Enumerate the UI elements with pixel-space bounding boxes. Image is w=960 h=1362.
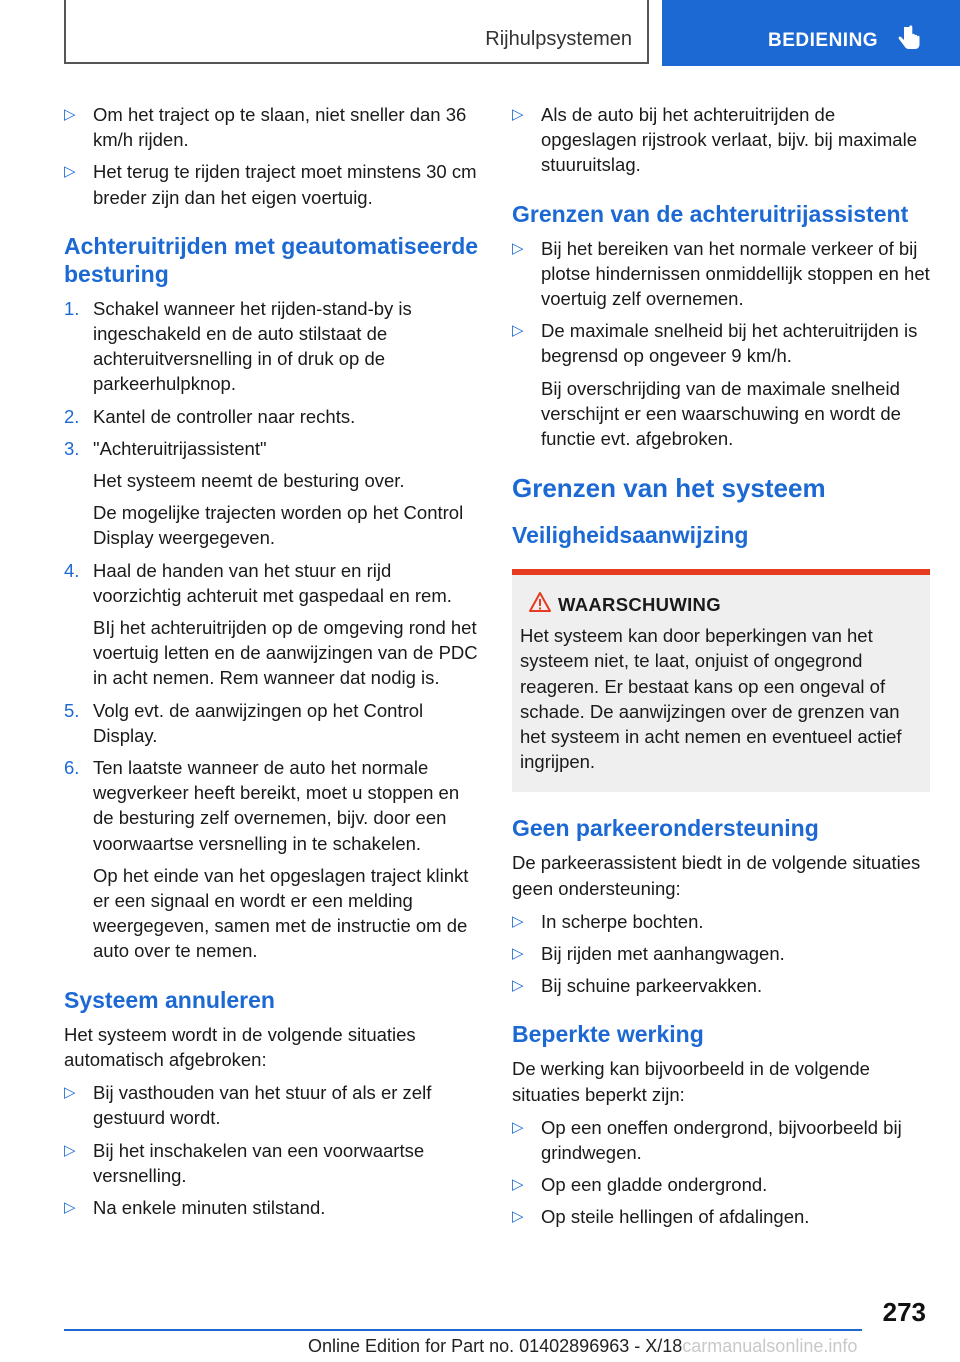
- warning-text: Het systeem kan door beperkingen van het systeem niet, te laat, onjuist of ongegrond reageren. Er bestaat kans op een ongeval of schade. De aanwijzingen over de grenzen van het systeem in acht nemen en eventueel actief ingrijpen.: [520, 625, 902, 773]
- list-item: ▷ In scherpe bochten.: [512, 909, 930, 934]
- footer-rule: [64, 1329, 862, 1331]
- list-item: ▷ Bij het inschakelen van een voorwaartse versnelling.: [64, 1139, 425, 1186]
- heading-cancel: Systeem annuleren: [64, 986, 275, 1013]
- list-item: ▷ Bij schuine parkeervakken.: [512, 973, 930, 998]
- heading-safety: Veiligheidsaanwijzing: [512, 522, 749, 549]
- step-item: 1. Schakel wanneer het rijden-stand-by is ingeschakeld en de auto stilstaat de achteruitversnelling in of druk op de parkeerhulpknop.: [64, 297, 412, 395]
- cancel-intro: Het systeem wordt in de volgende situaties automatisch afgebroken:: [64, 1023, 416, 1070]
- triangle-bullet-icon: ▷: [512, 912, 524, 930]
- step-item: 6. Ten laatste wanneer de auto het normale wegverkeer heeft bereikt, moet u stoppen en de besturing zelf overnemen, bijv. door een voorwaartse versnelling in te schakelen.: [64, 757, 460, 854]
- right-column: [512, 102, 930, 1237]
- list-item: ▷ Bij het bereiken van het normale verkeer of bij plotse hindernissen onmiddellijk stoppen en het voertuig zelf overnemen.: [512, 237, 930, 310]
- triangle-bullet-icon: ▷: [512, 977, 524, 995]
- triangle-bullet-icon: ▷: [512, 1176, 524, 1194]
- list-item: ▷ Als de auto bij het achteruitrijden de opgeslagen rijstrook verlaat, bijv. bij maximale stuuruitslag.: [512, 104, 917, 176]
- step-note: Het systeem neemt de besturing over.: [93, 470, 405, 492]
- hand-pointer-icon: [894, 24, 924, 54]
- step-note: Op het einde van het opgeslagen traject klinkt er een signaal en wordt er een melding weergegeven, samen met de instructie om de auto over te nemen.: [93, 864, 469, 962]
- triangle-bullet-icon: ▷: [64, 1198, 76, 1216]
- chapter-tab-label: BEDIENING: [768, 30, 879, 51]
- list-item: ▷ Bij vasthouden van het stuur of als er zelf gestuurd wordt.: [64, 1082, 432, 1129]
- triangle-bullet-icon: ▷: [512, 1118, 524, 1136]
- heading-limited: Beperkte werking: [512, 1021, 704, 1048]
- footer-edition: Online Edition for Part no. 01402896963 - X/18carmanualsonline.info: [308, 1336, 858, 1356]
- heading-assist-limits: Grenzen van de achteruitrijassistent: [512, 200, 909, 227]
- triangle-bullet-icon: ▷: [64, 106, 76, 123]
- list-item: ▷ Op steile hellingen of afdalingen.: [512, 1204, 930, 1229]
- warning-triangle-icon: [528, 591, 552, 613]
- list-item: ▷ Om het traject op te slaan, niet sneller dan 36 km/h rijden.: [64, 104, 467, 151]
- step-item: 4. Haal de handen van het stuur en rijd voorzichtig achteruit met gaspedaal en rem.: [64, 559, 452, 606]
- list-note: Bij overschrijding van de maximale snelheid verschijnt er een waarschuwing en wordt de functie evt. afgebroken.: [541, 377, 901, 450]
- triangle-bullet-icon: ▷: [512, 239, 524, 257]
- triangle-bullet-icon: ▷: [512, 106, 524, 123]
- list-item: ▷ Het terug te rijden traject moet minstens 30 cm breder zijn dan het eigen voertuig.: [64, 161, 477, 208]
- page-number: 273: [882, 1297, 926, 1327]
- warning-title: WAARSCHUWING: [520, 593, 922, 617]
- triangle-bullet-icon: ▷: [64, 1141, 76, 1159]
- warning-box: [512, 569, 930, 792]
- left-column: [64, 102, 482, 1227]
- no-support-intro: De parkeerassistent biedt in de volgende situaties geen ondersteuning:: [512, 852, 921, 899]
- list-item: ▷ De maximale snelheid bij het achteruitrijden is begrensd op ongeveer 9 km/h.: [512, 320, 918, 367]
- step-item: 5. Volg evt. de aanwijzingen op het Control Display.: [64, 699, 424, 746]
- heading-system-limits: Grenzen van het systeem: [512, 473, 826, 504]
- list-item: ▷ Op een oneffen ondergrond, bijvoorbeeld bij grindwegen.: [512, 1116, 902, 1164]
- triangle-bullet-icon: ▷: [512, 1208, 524, 1226]
- step-item: 2. Kantel de controller naar rechts.: [64, 405, 356, 427]
- limited-intro: De werking kan bijvoorbeeld in de volgende situaties beperkt zijn:: [512, 1058, 870, 1105]
- triangle-bullet-icon: ▷: [512, 322, 524, 340]
- chapter-tab[interactable]: [662, 0, 960, 66]
- triangle-bullet-icon: ▷: [64, 163, 76, 181]
- step-note: De mogelijke trajecten worden op het Control Display weergegeven.: [93, 502, 464, 549]
- triangle-bullet-icon: ▷: [64, 1084, 76, 1102]
- list-item: ▷ Na enkele minuten stilstand.: [64, 1195, 482, 1220]
- section-title: Rijhulpsystemen: [485, 28, 632, 50]
- step-item: 3. "Achteruitrijassistent": [64, 437, 267, 459]
- heading-no-support: Geen parkeerondersteuning: [512, 815, 819, 842]
- watermark-text: carmanualsonline.info: [682, 1336, 858, 1356]
- triangle-bullet-icon: ▷: [512, 945, 524, 963]
- list-item: ▷ Op een gladde ondergrond.: [512, 1172, 930, 1197]
- heading-auto-reverse: Achteruitrijden met geautomatiseerde besturing: [64, 232, 479, 287]
- step-note: BIj het achteruitrijden op de omgeving rond het voertuig letten en de aanwijzingen van de PDC in acht nemen. Rem wanneer dat nodig is.: [93, 617, 478, 689]
- list-item: ▷ Bij rijden met aanhangwagen.: [512, 941, 930, 966]
